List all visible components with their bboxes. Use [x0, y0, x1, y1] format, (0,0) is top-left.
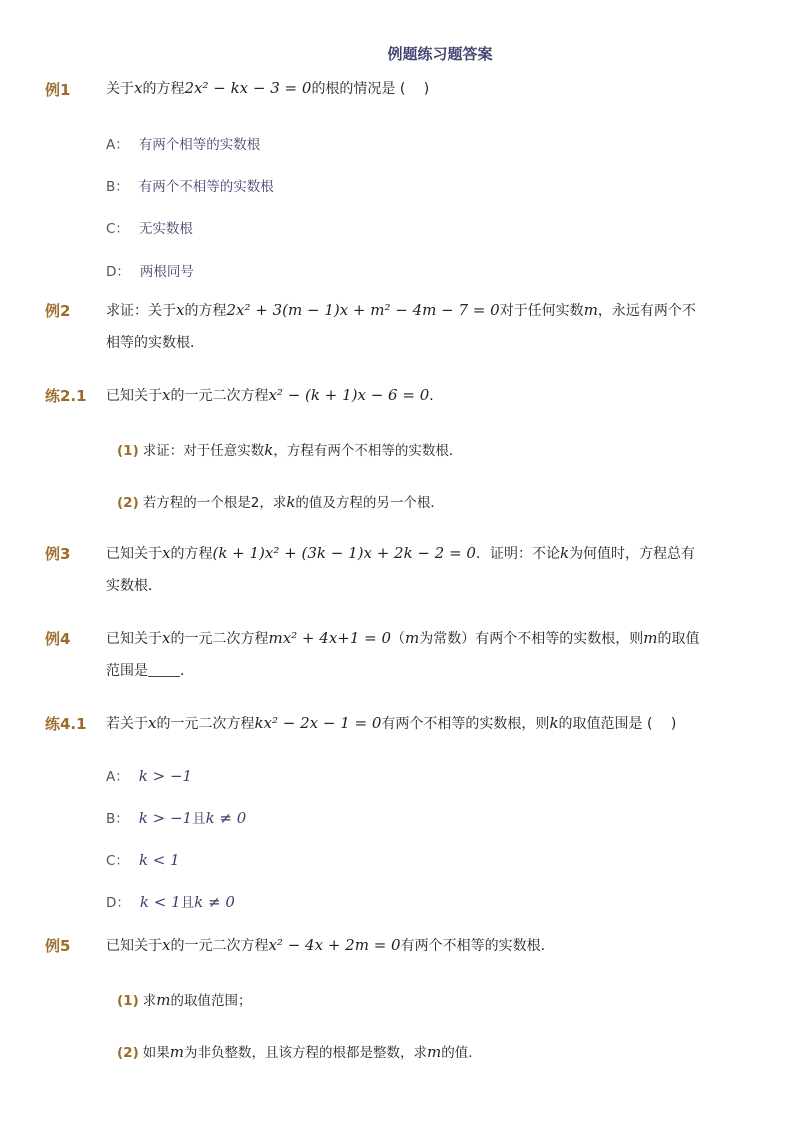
- variable: m: [643, 629, 658, 647]
- problem-tag: 练4.1: [45, 715, 87, 733]
- problem-stem: [106, 294, 716, 359]
- stem-text: ，永远有两个不: [597, 303, 696, 319]
- problem-tag: 例2: [45, 302, 71, 320]
- stem-text: 的一元二次方程: [170, 938, 269, 954]
- stem-text: 的一元二次方程: [170, 388, 269, 404]
- stem-text: 已知关于: [106, 546, 162, 562]
- stem-text: 已知关于: [106, 938, 162, 954]
- stem-text: （: [391, 631, 406, 647]
- stem-text: 的一元二次方程: [170, 631, 269, 647]
- stem-text: 实数根．: [106, 578, 162, 594]
- sub-question-2: [117, 1041, 482, 1061]
- option-letter: D：: [106, 895, 130, 911]
- option-math: k ≠ 0: [205, 809, 247, 827]
- option-a[interactable]: [106, 133, 260, 153]
- problem-tag: 例1: [45, 81, 71, 99]
- stem-text: 有两个不相等的实数根．: [400, 938, 555, 954]
- option-d[interactable]: [106, 891, 235, 911]
- sub-text: 的值．: [441, 1045, 482, 1061]
- option-math: k > −1: [138, 767, 193, 785]
- option-c[interactable]: [106, 849, 180, 869]
- problem-stem: [106, 537, 716, 602]
- problem-tag: 练2.1: [45, 387, 87, 405]
- option-math: k < 1: [139, 893, 181, 911]
- option-c[interactable]: [106, 217, 193, 237]
- option-text: 且: [180, 895, 195, 911]
- problem-stem: [106, 379, 716, 412]
- stem-text: 已知关于: [106, 631, 162, 647]
- sub-text: 若方程的一个根是2，求: [142, 495, 287, 511]
- equation: 2x² − kx − 3 = 0: [184, 79, 312, 97]
- sub-text: 的值及方程的另一个根．: [295, 495, 444, 511]
- option-letter: B：: [106, 179, 129, 195]
- stem-text: ．证明：不论: [475, 546, 560, 562]
- option-b[interactable]: [106, 807, 246, 827]
- variable: x: [162, 386, 171, 404]
- option-letter: D：: [106, 264, 130, 280]
- sub-question-1: [117, 989, 251, 1009]
- variable: x: [162, 544, 171, 562]
- option-letter: C：: [106, 221, 129, 237]
- problem-tag: 例5: [45, 937, 71, 955]
- stem-text: 范围是: [106, 663, 148, 679]
- sub-text: 求: [142, 993, 157, 1009]
- stem-text: ．: [429, 388, 444, 404]
- variable: x: [162, 629, 171, 647]
- stem-text: 为常数）有两个不相等的实数根，则: [419, 631, 644, 647]
- stem-text: 的一元二次方程: [156, 716, 255, 732]
- stem-text: 若关于: [106, 716, 148, 732]
- problem-stem: [106, 929, 716, 962]
- sub-number: (2): [117, 1045, 139, 1061]
- sub-number: (1): [117, 993, 139, 1009]
- equation: (k + 1)x² + (3k − 1)x + 2k − 2 = 0: [212, 544, 476, 562]
- option-text: 有两个相等的实数根: [138, 137, 261, 153]
- variable: k: [286, 493, 296, 511]
- option-letter: A：: [106, 137, 129, 153]
- equation: kx² − 2x − 1 = 0: [254, 714, 382, 732]
- sub-question-1: [117, 439, 462, 459]
- variable: k: [264, 441, 274, 459]
- page-title: 例题练习题答案: [387, 45, 493, 63]
- equation: mx² + 4x+1 = 0: [268, 629, 392, 647]
- option-b[interactable]: [106, 175, 274, 195]
- sub-text: 求证：对于任意实数: [142, 443, 265, 459]
- stem-text: 的取值范围是 ( ): [558, 716, 677, 732]
- variable: k: [549, 714, 559, 732]
- stem-text: ．: [180, 663, 194, 679]
- variable: x: [162, 936, 171, 954]
- stem-text: 关于: [106, 81, 134, 97]
- sub-text: 的取值范围；: [170, 993, 252, 1009]
- variable: m: [156, 991, 171, 1009]
- stem-text: 的方程: [184, 303, 227, 319]
- equation: 2x² + 3(m − 1)x + m² − 4m − 7 = 0: [226, 301, 500, 319]
- problem-tag: 例3: [45, 545, 71, 563]
- stem-text: 的方程: [142, 81, 185, 97]
- stem-text: 的取值: [657, 631, 700, 647]
- sub-question-2: [117, 491, 444, 511]
- answer-blank[interactable]: [148, 662, 180, 677]
- problem-tag: 例4: [45, 630, 71, 648]
- option-letter: A：: [106, 769, 129, 785]
- stem-text: 求证：关于: [106, 303, 176, 319]
- variable: m: [583, 301, 598, 319]
- problem-stem: [106, 707, 716, 740]
- variable: m: [169, 1043, 184, 1061]
- equation: x² − 4x + 2m = 0: [268, 936, 401, 954]
- option-a[interactable]: [106, 765, 192, 785]
- sub-number: (1): [117, 443, 139, 459]
- stem-text: 为何值时，方程总有: [569, 546, 696, 562]
- option-d[interactable]: [106, 260, 194, 280]
- variable: x: [134, 79, 143, 97]
- problem-stem: [106, 622, 716, 687]
- sub-text: ，方程有两个不相等的实数根．: [273, 443, 463, 459]
- option-text: 无实数根: [138, 221, 193, 237]
- stem-text: 相等的实数根．: [106, 335, 204, 351]
- stem-text: 对于任何实数: [499, 303, 584, 319]
- option-text: 有两个不相等的实数根: [138, 179, 274, 195]
- variable: x: [176, 301, 185, 319]
- sub-number: (2): [117, 495, 139, 511]
- option-text: 两根同号: [139, 264, 194, 280]
- option-letter: B：: [106, 811, 129, 827]
- equation: x² − (k + 1)x − 6 = 0: [268, 386, 430, 404]
- stem-text: 的根的情况是 ( ): [311, 81, 430, 97]
- stem-text: 的方程: [170, 546, 213, 562]
- option-math: k < 1: [138, 851, 180, 869]
- option-math: k ≠ 0: [194, 893, 235, 911]
- option-letter: C：: [106, 853, 129, 869]
- variable: x: [148, 714, 157, 732]
- variable: m: [426, 1043, 442, 1061]
- sub-text: 为非负整数，且该方程的根都是整数，求: [183, 1045, 427, 1061]
- variable: k: [559, 544, 570, 562]
- sub-text: 如果: [142, 1045, 170, 1061]
- option-text: 且: [192, 811, 206, 827]
- variable: m: [405, 629, 420, 647]
- problem-stem: [106, 72, 716, 105]
- stem-text: 已知关于: [106, 388, 162, 404]
- stem-text: 有两个不相等的实数根，则: [381, 716, 550, 732]
- option-math: k > −1: [138, 809, 193, 827]
